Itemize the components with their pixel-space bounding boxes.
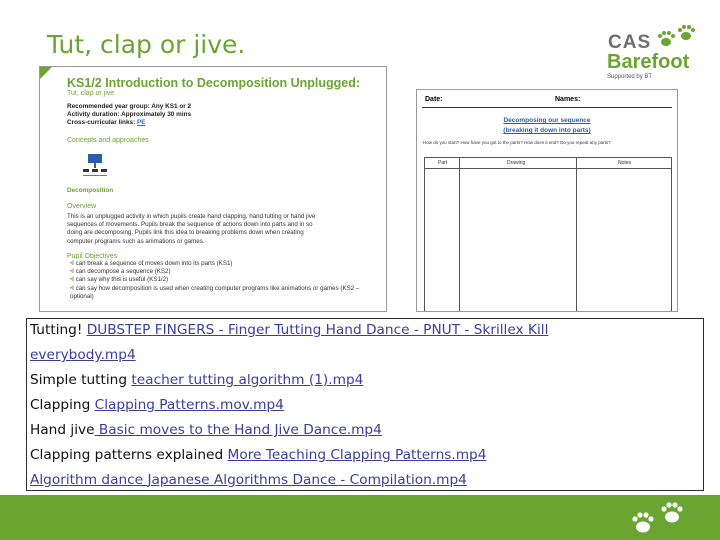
objectives-heading: Pupil Objectives — [67, 253, 118, 260]
table-header-rule — [425, 168, 671, 169]
clapping-explained-line — [30, 447, 486, 463]
tutting-label: Tutting! — [30, 322, 87, 338]
table-column-divider — [576, 158, 577, 312]
meta-duration: Activity duration: Approximately 30 mins — [67, 111, 192, 118]
cas-barefoot-logo — [606, 24, 700, 84]
objectives-list — [62, 260, 370, 301]
paw-prints-icon — [625, 497, 693, 539]
clapping-label: Clapping — [30, 397, 95, 413]
paw-prints-icon — [652, 24, 700, 52]
japanese-algorithms-link-text: Japanese Algorithms Dance - Compilation.mp4 — [147, 472, 467, 488]
tutting-line — [30, 322, 548, 338]
worksheet-subtitle: (breaking it down into parts) — [503, 127, 591, 134]
table-header-part: Part — [438, 160, 448, 166]
meta-year: Recommended year group: Any KS1 or 2 — [67, 103, 192, 110]
objective-item: • I can say why this is useful (KS1/2) — [70, 276, 370, 284]
meta-cross-link: PE — [136, 119, 146, 126]
decomposition-icon — [83, 153, 107, 179]
worksheet-divider — [422, 107, 672, 108]
tutting-line-continued — [30, 347, 136, 363]
objective-item: • I can break a sequence of moves down into its parts (KS1) — [70, 260, 370, 268]
table-header-drawing: Drawing — [507, 160, 526, 166]
worksheet-date-label: Date: — [425, 96, 443, 103]
lesson-plan-document-image — [39, 66, 387, 312]
doc1-subheading: Tut, clap or jive — [67, 90, 115, 97]
algorithm-dance-link[interactable] — [30, 472, 467, 488]
video-links-box — [26, 318, 704, 491]
worksheet-table — [424, 157, 672, 312]
worksheet-names-label: Names: — [555, 96, 581, 103]
objective-item: • I can decompose a sequence (KS2) — [70, 268, 370, 276]
slide-title: Tut, clap or jive. — [47, 30, 246, 59]
doc1-meta — [67, 103, 191, 127]
hand-jive-line — [30, 422, 382, 438]
decomposition-label: Decomposition — [67, 187, 114, 194]
table-column-divider — [459, 158, 460, 312]
algorithm-dance-line — [30, 472, 467, 488]
worksheet-question: How do you start? How have you got to the parts? How does it end? Do you repeat any parts? — [423, 140, 611, 145]
footer-bar — [0, 495, 720, 540]
logo-supported-text: Supported by BT — [607, 74, 653, 80]
logo-barefoot-text: Barefoot — [607, 51, 690, 73]
hand-jive-label: Hand jive — [30, 422, 95, 438]
overview-text: This is an unplugged activity in which pupils create hand clapping, hand tutting or hand jive sequences of movements. Pupils break the sequence of actions down into parts and in so doing are decomposing. Pupils link this idea to breaking problems down when creating computer programs such as animations or games. — [67, 213, 316, 245]
concepts-heading: Concepts and approaches — [67, 137, 149, 144]
table-header-notes: Notes — [618, 160, 632, 166]
simple-tutting-line — [30, 372, 363, 388]
worksheet-document-image — [416, 89, 678, 312]
clapping-patterns-link[interactable]: Clapping Patterns.mov.mp4 — [94, 397, 284, 413]
meta-cross-label: Cross-curricular links: — [67, 119, 137, 126]
corner-marker — [40, 67, 52, 79]
dubstep-fingers-link[interactable]: DUBSTEP FINGERS - Finger Tutting Hand Dance - PNUT - Skrillex Kill — [86, 322, 549, 338]
teacher-tutting-link[interactable]: teacher tutting algorithm (1).mp4 — [131, 372, 364, 388]
logo-cas-text: CAS — [608, 32, 652, 53]
simple-tutting-label: Simple tutting — [30, 372, 132, 388]
objective-item: • I can say how decomposition is used when creating computer programs like animations or games (KS2 – optional) — [70, 285, 370, 301]
doc1-heading: KS1/2 Introduction to Decomposition Unplugged: — [67, 76, 361, 90]
worksheet-title: Decomposing our sequence — [503, 117, 591, 124]
overview-heading: Overview — [67, 203, 97, 210]
meta-cross — [67, 119, 191, 127]
hand-jive-link[interactable]: Basic moves to the Hand Jive Dance.mp4 — [94, 422, 382, 438]
more-teaching-clapping-link[interactable]: More Teaching Clapping Patterns.mp4 — [227, 447, 487, 463]
clapping-explained-label: Clapping patterns explained — [30, 447, 228, 463]
clapping-line — [30, 397, 284, 413]
algorithm-dance-label: Algorithm dance — [30, 472, 148, 488]
everybody-mp4-link[interactable]: everybody.mp4 — [30, 347, 136, 363]
